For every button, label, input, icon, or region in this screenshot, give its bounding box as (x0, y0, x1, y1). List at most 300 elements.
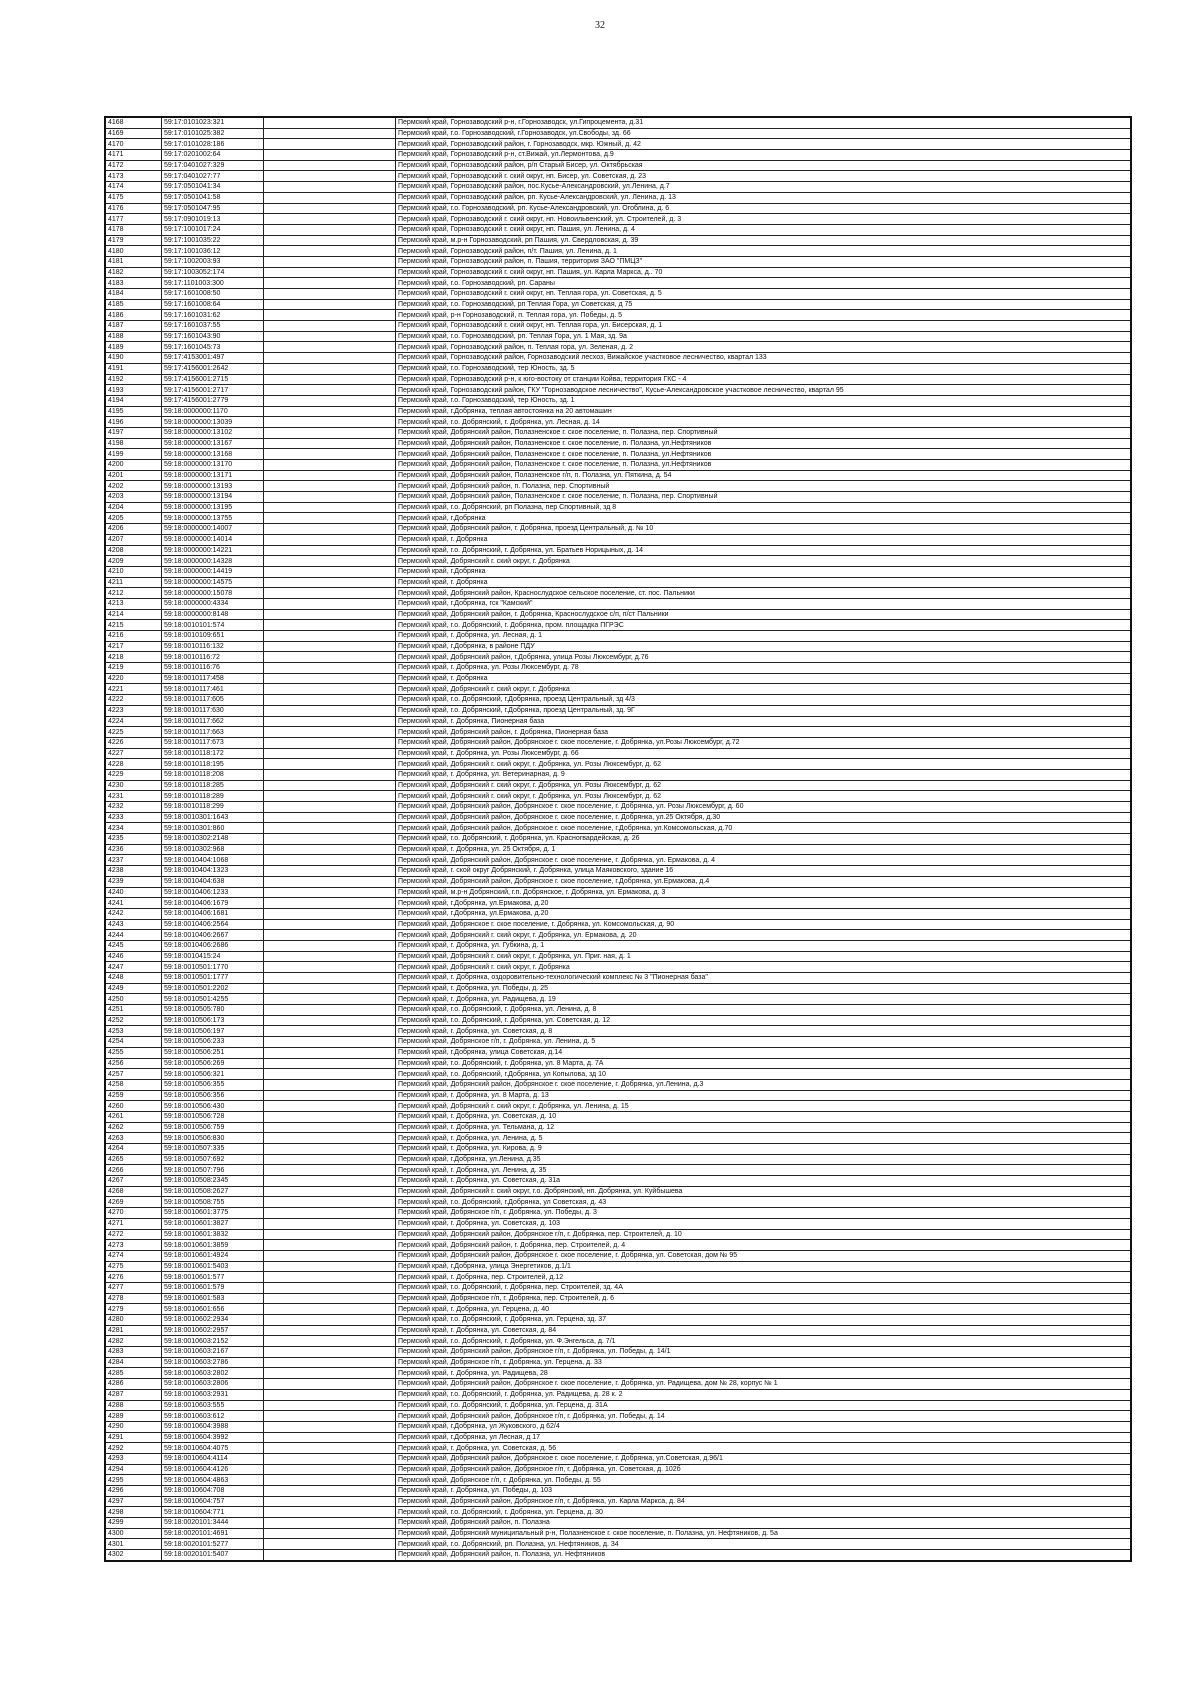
row-number: 4222 (105, 695, 162, 706)
cadastral-number: 59:18:0010604:3992 (162, 1432, 264, 1443)
table-row (105, 1154, 1131, 1165)
cadastral-number: 59:18:0010406:1233 (162, 887, 264, 898)
table-row (105, 1250, 1131, 1261)
address: Пермский край, Добрянский г. ский округ, г. Добрянка, ул. Ермакова, д. 20 (396, 930, 1132, 941)
table-row (105, 331, 1131, 342)
empty-cell (264, 1165, 396, 1176)
empty-cell (264, 1015, 396, 1026)
table-row (105, 1165, 1131, 1176)
table-row (105, 524, 1131, 535)
table-row (105, 385, 1131, 396)
empty-cell (264, 876, 396, 887)
row-number: 4195 (105, 406, 162, 417)
empty-cell (264, 663, 396, 674)
cadastral-number: 59:18:0010301:1643 (162, 812, 264, 823)
row-number: 4182 (105, 267, 162, 278)
address: Пермский край, г.о. Горнозаводский, рп. Кусье-Александровский, ул. Огоблина, д. 6 (396, 203, 1132, 214)
cadastral-number: 59:18:0010603:555 (162, 1400, 264, 1411)
cadastral-number: 59:18:0010117:605 (162, 695, 264, 706)
empty-cell (264, 363, 396, 374)
cadastral-number: 59:18:0010506:430 (162, 1101, 264, 1112)
row-number: 4277 (105, 1282, 162, 1293)
address: Пермский край, г.Добрянка, ул Лесная, д 17 (396, 1432, 1132, 1443)
cadastral-number: 59:18:0010415:24 (162, 951, 264, 962)
row-number: 4248 (105, 973, 162, 984)
cadastral-number: 59:18:0010117:458 (162, 673, 264, 684)
cadastral-number: 59:18:0010601:656 (162, 1304, 264, 1315)
empty-cell (264, 1347, 396, 1358)
row-number: 4297 (105, 1496, 162, 1507)
table-row (105, 566, 1131, 577)
table-row (105, 342, 1131, 353)
empty-cell (264, 1389, 396, 1400)
empty-cell (264, 855, 396, 866)
row-number: 4291 (105, 1432, 162, 1443)
table-row (105, 802, 1131, 813)
empty-cell (264, 117, 396, 128)
row-number: 4293 (105, 1453, 162, 1464)
address: Пермский край, г. Добрянка, ул. Розы Люксембург, д. 78 (396, 663, 1132, 674)
row-number: 4181 (105, 256, 162, 267)
cadastral-number: 59:18:0010506:355 (162, 1079, 264, 1090)
row-number: 4229 (105, 769, 162, 780)
address: Пермский край, г. Добрянка, ул. 25 Октября, д. 1 (396, 844, 1132, 855)
address: Пермский край, Добрянский район, п. Полазна, ул. Нефтяников (396, 1550, 1132, 1561)
row-number: 4169 (105, 128, 162, 139)
table-row (105, 1261, 1131, 1272)
table-row (105, 1400, 1131, 1411)
empty-cell (264, 834, 396, 845)
table-row (105, 321, 1131, 332)
row-number: 4190 (105, 353, 162, 364)
address: Пермский край, Горнозаводский район, п/т. Пашия, ул. Ленина, д. 1 (396, 246, 1132, 257)
empty-cell (264, 620, 396, 631)
cadastral-number: 59:18:0010601:3827 (162, 1218, 264, 1229)
table-row (105, 374, 1131, 385)
row-number: 4210 (105, 566, 162, 577)
cadastral-number: 59:17:1001035:22 (162, 235, 264, 246)
address: Пермский край, г. Добрянка, ул. Советская, д. 31а (396, 1176, 1132, 1187)
table-row (105, 973, 1131, 984)
empty-cell (264, 1411, 396, 1422)
row-number: 4177 (105, 214, 162, 225)
table-row (105, 1240, 1131, 1251)
cadastral-number: 59:18:0010602:2957 (162, 1325, 264, 1336)
empty-cell (264, 727, 396, 738)
cadastral-number: 59:18:0010118:285 (162, 780, 264, 791)
address: Пермский край, Добрянский район, Полазненское г. ское поселение, п. Полазна, пер. Спортивный (396, 492, 1132, 503)
table-row (105, 417, 1131, 428)
empty-cell (264, 534, 396, 545)
row-number: 4208 (105, 545, 162, 556)
address: Пермский край, Горнозаводский г. ский округ, нп. Новоильвенский, ул. Строителей, д. 3 (396, 214, 1132, 225)
address: Пермский край, г.о. Добрянский, г. Добрянка, ул. Герцена, д. 30 (396, 1507, 1132, 1518)
table-row (105, 1005, 1131, 1016)
row-number: 4250 (105, 994, 162, 1005)
empty-cell (264, 1304, 396, 1315)
table-row (105, 716, 1131, 727)
address: Пермский край, Добрянский г. ский округ, г. Добрянка, ул. Розы Люксембург, д. 62 (396, 759, 1132, 770)
table-row (105, 812, 1131, 823)
empty-cell (264, 1218, 396, 1229)
address: Пермский край, г. Добрянка (396, 673, 1132, 684)
row-number: 4199 (105, 449, 162, 460)
empty-cell (264, 224, 396, 235)
row-number: 4268 (105, 1186, 162, 1197)
address: Пермский край, г.Добрянка, ул Жуковского, д 62/4 (396, 1421, 1132, 1432)
address: Пермский край, г.о. Добрянский, рп Полазна, пер Спортивный, зд 8 (396, 502, 1132, 513)
cadastral-number: 59:17:1601008:64 (162, 299, 264, 310)
cadastral-number: 59:18:0010601:577 (162, 1272, 264, 1283)
table-row (105, 1325, 1131, 1336)
row-number: 4232 (105, 802, 162, 813)
address: Пермский край, Добрянский район, Добрянское г. ское поселение, г. Добрянка, ул.Розы Люксембург, д.72 (396, 737, 1132, 748)
row-number: 4283 (105, 1347, 162, 1358)
cadastral-number: 59:18:0010506:197 (162, 1026, 264, 1037)
row-number: 4286 (105, 1379, 162, 1390)
address: Пермский край, г. ской округ Добрянский, г. Добрянка, улица Маяковского, здание 16 (396, 866, 1132, 877)
empty-cell (264, 1528, 396, 1539)
table-row (105, 1389, 1131, 1400)
cadastral-number: 59:17:1001017:24 (162, 224, 264, 235)
empty-cell (264, 1379, 396, 1390)
table-row (105, 598, 1131, 609)
address: Пермский край, г. Добрянка, ул. Советская, д. 56 (396, 1443, 1132, 1454)
row-number: 4253 (105, 1026, 162, 1037)
row-number: 4257 (105, 1069, 162, 1080)
empty-cell (264, 470, 396, 481)
address: Пермский край, г.о. Добрянский, рп. Полазна, ул. Нефтяников, д. 34 (396, 1539, 1132, 1550)
empty-cell (264, 1058, 396, 1069)
address: Пермский край, г.о. Добрянский, г. Добрянка, ул. Ленина, д. 8 (396, 1005, 1132, 1016)
address: Пермский край, Добрянский район, Добрянское г. ское поселение, г.Добрянка, ул.Ермакова, д.4 (396, 876, 1132, 887)
cadastral-number: 59:18:0000000:1170 (162, 406, 264, 417)
table-row (105, 406, 1131, 417)
row-number: 4241 (105, 898, 162, 909)
address: Пермский край, Добрянский район, п. Полазна, пер. Спортивный (396, 481, 1132, 492)
table-row (105, 545, 1131, 556)
empty-cell (264, 1293, 396, 1304)
table-row (105, 513, 1131, 524)
empty-cell (264, 1400, 396, 1411)
table-row (105, 823, 1131, 834)
row-number: 4173 (105, 171, 162, 182)
address: Пермский край, г. Добрянка, оздоровительно-технологический комплекс № 3 "Пионерная база" (396, 973, 1132, 984)
table-row (105, 1122, 1131, 1133)
row-number: 4223 (105, 705, 162, 716)
table-row (105, 139, 1131, 150)
address: Пермский край, Горнозаводский район, п. Теплая гора, ул. Зеленая, д. 2 (396, 342, 1132, 353)
row-number: 4290 (105, 1421, 162, 1432)
row-number: 4302 (105, 1550, 162, 1561)
table-row (105, 1111, 1131, 1122)
cadastral-number: 59:18:0010603:2786 (162, 1357, 264, 1368)
cadastral-number: 59:18:0010507:335 (162, 1144, 264, 1155)
table-row (105, 1015, 1131, 1026)
empty-cell (264, 278, 396, 289)
row-number: 4171 (105, 150, 162, 161)
cadastral-number: 59:18:0000000:13194 (162, 492, 264, 503)
cadastral-number: 59:18:0010116:72 (162, 652, 264, 663)
table-row (105, 1282, 1131, 1293)
table-row (105, 1079, 1131, 1090)
table-row (105, 1421, 1131, 1432)
row-number: 4235 (105, 834, 162, 845)
empty-cell (264, 631, 396, 642)
cadastral-number: 59:17:0501047:95 (162, 203, 264, 214)
address: Пермский край, г.о. Добрянский, г.Добрянка, проезд Центральный, зд 4/3 (396, 695, 1132, 706)
table-row (105, 502, 1131, 513)
cadastral-number: 59:18:0000000:15078 (162, 588, 264, 599)
row-number: 4247 (105, 962, 162, 973)
empty-cell (264, 930, 396, 941)
table-row (105, 534, 1131, 545)
row-number: 4273 (105, 1240, 162, 1251)
cadastral-number: 59:18:0000000:13102 (162, 427, 264, 438)
cadastral-number: 59:18:0010302:2148 (162, 834, 264, 845)
empty-cell (264, 1090, 396, 1101)
cadastral-number: 59:18:0010117:461 (162, 684, 264, 695)
table-row (105, 898, 1131, 909)
empty-cell (264, 460, 396, 471)
table-row (105, 930, 1131, 941)
table-row (105, 1347, 1131, 1358)
cadastral-number: 59:18:0010507:692 (162, 1154, 264, 1165)
row-number: 4168 (105, 117, 162, 128)
table-row (105, 1176, 1131, 1187)
row-number: 4281 (105, 1325, 162, 1336)
address: Пермский край, г. Добрянка, ул. Радищева, 28 (396, 1368, 1132, 1379)
empty-cell (264, 684, 396, 695)
row-number: 4288 (105, 1400, 162, 1411)
address: Пермский край, Добрянский район, г. Добрянка, Пионерная база (396, 727, 1132, 738)
address: Пермский край, Горнозаводский р-н, ст.Вижай, ул.Лермонтова, д.9 (396, 150, 1132, 161)
cadastral-number: 59:18:0010505:780 (162, 1005, 264, 1016)
row-number: 4186 (105, 310, 162, 321)
table-row (105, 1528, 1131, 1539)
table-row (105, 844, 1131, 855)
row-number: 4219 (105, 663, 162, 674)
empty-cell (264, 481, 396, 492)
cadastral-table (104, 116, 1132, 1562)
empty-cell (264, 192, 396, 203)
table-row (105, 588, 1131, 599)
address: Пермский край, Добрянский район, Добрянское г. ское поселение, г. Добрянка, ул.Ленина, д.3 (396, 1079, 1132, 1090)
empty-cell (264, 310, 396, 321)
cadastral-number: 59:18:0000000:14221 (162, 545, 264, 556)
cadastral-number: 59:18:0000000:4334 (162, 598, 264, 609)
address: Пермский край, г.о. Добрянский, г. Добрянка, ул. Ф.Энгельса, д. 7/1 (396, 1336, 1132, 1347)
page-number: 32 (595, 20, 605, 31)
address: Пермский край, Горнозаводский район, рп. Кусье-Александровский, ул. Ленина, д. 13 (396, 192, 1132, 203)
address: Пермский край, г.о. Добрянский, г. Добрянка, ул. 8 Марта, д. 7А (396, 1058, 1132, 1069)
address: Пермский край, г.Добрянка (396, 566, 1132, 577)
table-row (105, 214, 1131, 225)
empty-cell (264, 898, 396, 909)
address: Пермский край, г.о. Добрянский, г. Добрянка, ул. Советская, д. 12 (396, 1015, 1132, 1026)
empty-cell (264, 1432, 396, 1443)
cadastral-number: 59:18:0000000:14575 (162, 577, 264, 588)
address: Пермский край, г.о. Добрянский, г. Добрянка, ул. Радищева, д. 28 к. 2 (396, 1389, 1132, 1400)
cadastral-number: 59:18:0010301:860 (162, 823, 264, 834)
row-number: 4204 (105, 502, 162, 513)
row-number: 4259 (105, 1090, 162, 1101)
cadastral-number: 59:18:0010506:728 (162, 1111, 264, 1122)
cadastral-number: 59:18:0010404:1068 (162, 855, 264, 866)
address: Пермский край, Добрянский г. ский округ, г. Добрянка, ул. Розы Люксембург, д. 62 (396, 780, 1132, 791)
empty-cell (264, 759, 396, 770)
cadastral-number: 59:18:0000000:13195 (162, 502, 264, 513)
cadastral-number: 59:18:0010604:3988 (162, 1421, 264, 1432)
row-number: 4196 (105, 417, 162, 428)
empty-cell (264, 1464, 396, 1475)
address: Пермский край, Добрянский г. ский округ, г.о. Добрянский, нп. Добрянка, ул. Куйбышева (396, 1186, 1132, 1197)
cadastral-number: 59:18:0000000:14007 (162, 524, 264, 535)
address: Пермский край, Добрянский район, Добрянское г/п, г. Добрянка, пер. Строителей, д. 10 (396, 1229, 1132, 1240)
cadastral-number: 59:18:0010601:3832 (162, 1229, 264, 1240)
empty-cell (264, 962, 396, 973)
table-row (105, 631, 1131, 642)
address: Пермский край, Добрянский г. ский округ, г. Добрянка (396, 556, 1132, 567)
table-row (105, 577, 1131, 588)
row-number: 4212 (105, 588, 162, 599)
cadastral-number: 59:18:0000000:14328 (162, 556, 264, 567)
row-number: 4238 (105, 866, 162, 877)
table-row (105, 769, 1131, 780)
row-number: 4179 (105, 235, 162, 246)
table-row (105, 962, 1131, 973)
address: Пермский край, Добрянский район, Добрянское г/п, г. Добрянка, ул. Советская, д. 102б (396, 1464, 1132, 1475)
address: Пермский край, Добрянский г. ский округ, г. Добрянка (396, 962, 1132, 973)
table-row (105, 395, 1131, 406)
row-number: 4236 (105, 844, 162, 855)
table-row (105, 310, 1131, 321)
row-number: 4252 (105, 1015, 162, 1026)
address: Пермский край, г.Добрянка, гск "Камский" (396, 598, 1132, 609)
address: Пермский край, г.о. Горнозаводский, рп Теплая Гора, ул Советская, д 75 (396, 299, 1132, 310)
cadastral-number: 59:18:0010501:1777 (162, 973, 264, 984)
empty-cell (264, 1154, 396, 1165)
empty-cell (264, 353, 396, 364)
address: Пермский край, г.о. Горнозаводский, тер Юность, зд. 1 (396, 395, 1132, 406)
empty-cell (264, 342, 396, 353)
row-number: 4193 (105, 385, 162, 396)
empty-cell (264, 128, 396, 139)
table-row (105, 1475, 1131, 1486)
empty-cell (264, 171, 396, 182)
row-number: 4214 (105, 609, 162, 620)
empty-cell (264, 1111, 396, 1122)
address: Пермский край, Добрянское г/п, г. Добрянка, ул. Ленина, д. 5 (396, 1037, 1132, 1048)
cadastral-number: 59:18:0010118:299 (162, 802, 264, 813)
row-number: 4201 (105, 470, 162, 481)
cadastral-number: 59:17:4156001:2717 (162, 385, 264, 396)
row-number: 4221 (105, 684, 162, 695)
empty-cell (264, 139, 396, 150)
empty-cell (264, 748, 396, 759)
empty-cell (264, 524, 396, 535)
table-row (105, 1058, 1131, 1069)
cadastral-number: 59:18:0010603:2152 (162, 1336, 264, 1347)
row-number: 4301 (105, 1539, 162, 1550)
empty-cell (264, 887, 396, 898)
empty-cell (264, 1122, 396, 1133)
table-row (105, 609, 1131, 620)
row-number: 4296 (105, 1486, 162, 1497)
address: Пермский край, г.о. Добрянский, г. Добрянка, ул. Братьев Норицыных, д. 14 (396, 545, 1132, 556)
table-row (105, 363, 1131, 374)
address: Пермский край, Горнозаводский г. ский округ, нп. Бисер, ул. Советская, д. 23 (396, 171, 1132, 182)
empty-cell (264, 374, 396, 385)
address: Пермский край, г.Добрянка, ул.Ленина, д.35 (396, 1154, 1132, 1165)
address: Пермский край, г. Добрянка (396, 577, 1132, 588)
cadastral-number: 59:18:0010501:4255 (162, 994, 264, 1005)
table-row (105, 834, 1131, 845)
empty-cell (264, 545, 396, 556)
address: Пермский край, Горнозаводский г. ский округ, нп. Теплая гора, ул. Бисерская, д. 1 (396, 321, 1132, 332)
empty-cell (264, 1047, 396, 1058)
cadastral-number: 59:18:0000000:13168 (162, 449, 264, 460)
address: Пермский край, Добрянское г. ское поселение, г. Добрянка, ул. Комсомольская, д. 90 (396, 919, 1132, 930)
table-row (105, 866, 1131, 877)
cadastral-number: 59:18:0000000:13755 (162, 513, 264, 524)
row-number: 4289 (105, 1411, 162, 1422)
empty-cell (264, 940, 396, 951)
empty-cell (264, 577, 396, 588)
row-number: 4294 (105, 1464, 162, 1475)
cadastral-number: 59:18:0010604:4126 (162, 1464, 264, 1475)
row-number: 4228 (105, 759, 162, 770)
cadastral-number: 59:18:0010603:2167 (162, 1347, 264, 1358)
address: Пермский край, г. Добрянка, ул. Герцена, д. 40 (396, 1304, 1132, 1315)
empty-cell (264, 769, 396, 780)
empty-cell (264, 609, 396, 620)
empty-cell (264, 556, 396, 567)
address: Пермский край, Горнозаводский район, ГКУ "Горнозаводское лесничество", Кусье-Александровское участковое лесничество, квартал 95 (396, 385, 1132, 396)
row-number: 4274 (105, 1250, 162, 1261)
cadastral-number: 59:18:0010604:708 (162, 1486, 264, 1497)
cadastral-number: 59:17:1601031:62 (162, 310, 264, 321)
empty-cell (264, 737, 396, 748)
address: Пермский край, г.о. Горнозаводский, тер Юность, зд. 5 (396, 363, 1132, 374)
empty-cell (264, 1539, 396, 1550)
cadastral-number: 59:17:1601043:90 (162, 331, 264, 342)
address: Пермский край, Горнозаводский г. ский округ, нп. Пашия, ул. Ленина, д. 4 (396, 224, 1132, 235)
address: Пермский край, Горнозаводский район, г. Горнозаводск, мкр. Южный, д. 42 (396, 139, 1132, 150)
row-number: 4280 (105, 1315, 162, 1326)
table-row (105, 855, 1131, 866)
address: Пермский край, Добрянский район, г.Добрянка, улица Розы Люксембург, д.76 (396, 652, 1132, 663)
row-number: 4188 (105, 331, 162, 342)
cadastral-number: 59:17:1601037:55 (162, 321, 264, 332)
address: Пермский край, г. Добрянка, ул. Ветеринарная, д. 9 (396, 769, 1132, 780)
row-number: 4258 (105, 1079, 162, 1090)
empty-cell (264, 1496, 396, 1507)
empty-cell (264, 823, 396, 834)
address: Пермский край, Горнозаводский р-н, к юго-востоку от станции Койва, территория ГКС - 4 (396, 374, 1132, 385)
empty-cell (264, 1453, 396, 1464)
cadastral-number: 59:18:0010506:321 (162, 1069, 264, 1080)
row-number: 4282 (105, 1336, 162, 1347)
address: Пермский край, г.о. Добрянский, г. Добрянка, ул. Красногвардейская, д. 26 (396, 834, 1132, 845)
row-number: 4226 (105, 737, 162, 748)
cadastral-number: 59:18:0020101:5407 (162, 1550, 264, 1561)
table-row (105, 1464, 1131, 1475)
cadastral-number: 59:18:0010603:2802 (162, 1368, 264, 1379)
address: Пермский край, г. Добрянка, ул. Губкина, д. 1 (396, 940, 1132, 951)
empty-cell (264, 1005, 396, 1016)
address: Пермский край, г.о. Горнозаводский, рп. Сараны (396, 278, 1132, 289)
